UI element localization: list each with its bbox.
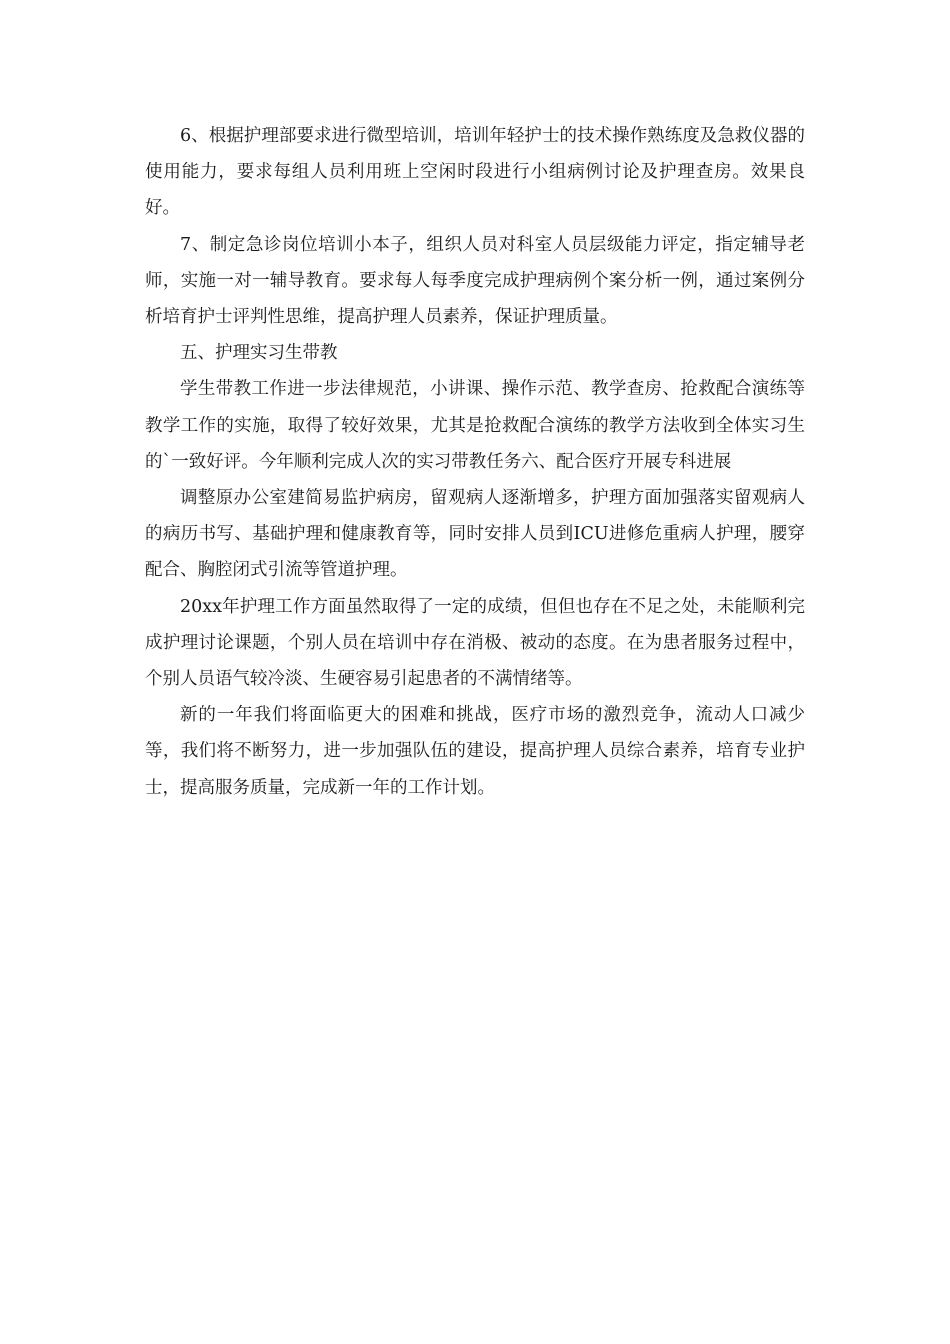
document-body <box>145 118 805 806</box>
paragraph-shortcomings: 20xx年护理工作方面虽然取得了一定的成绩，但但也存在不足之处，未能顺利完成护理讨论课题，个别人员在培训中存在消极、被动的态度。在为患者服务过程中，个别人员语气较冷淡、生硬容易引起患者的不满情绪等。 <box>145 596 805 690</box>
paragraph-monitoring-ward: 调整原办公室建简易监护病房，留观病人逐渐增多，护理方面加强落实留观病人的病历书写、基础护理和健康教育等，同时安排人员到ICU进修危重病人护理，腰穿配合、胸腔闭式引流等管道护理。 <box>145 488 805 581</box>
section-heading-intern-teaching: 五、护理实习生带教 <box>180 343 338 364</box>
paragraph-training-7: 7、制定急诊岗位培训小本子，组织人员对科室人员层级能力评定，指定辅导老师，实施一对一辅导教育。要求每人每季度完成护理病例个案分析一例，通过案例分析培育护士评判性思维，提高护理人员素养，保证护理质量。 <box>145 234 805 328</box>
paragraph-new-year-plan: 新的一年我们将面临更大的困难和挑战，医疗市场的激烈竞争，流动人口减少等，我们将不断努力，进一步加强队伍的建设，提高护理人员综合素养，培育专业护士，提高服务质量，完成新一年的工作计划。 <box>145 705 805 798</box>
paragraph-intern-teaching: 学生带教工作进一步法律规范，小讲课、操作示范、教学查房、抢救配合演练等教学工作的实施，取得了较好效果，尤其是抢救配合演练的教学方法收到全体实习生的`一致好评。今年顺利完成人次的实习带教任务六、配合医疗开展专科进展 <box>145 379 805 472</box>
paragraph-training-6: 6、根据护理部要求进行微型培训，培训年轻护士的技术操作熟练度及急救仪器的使用能力，要求每组人员利用班上空闲时段进行小组病例讨论及护理查房。效果良好。 <box>145 126 805 219</box>
